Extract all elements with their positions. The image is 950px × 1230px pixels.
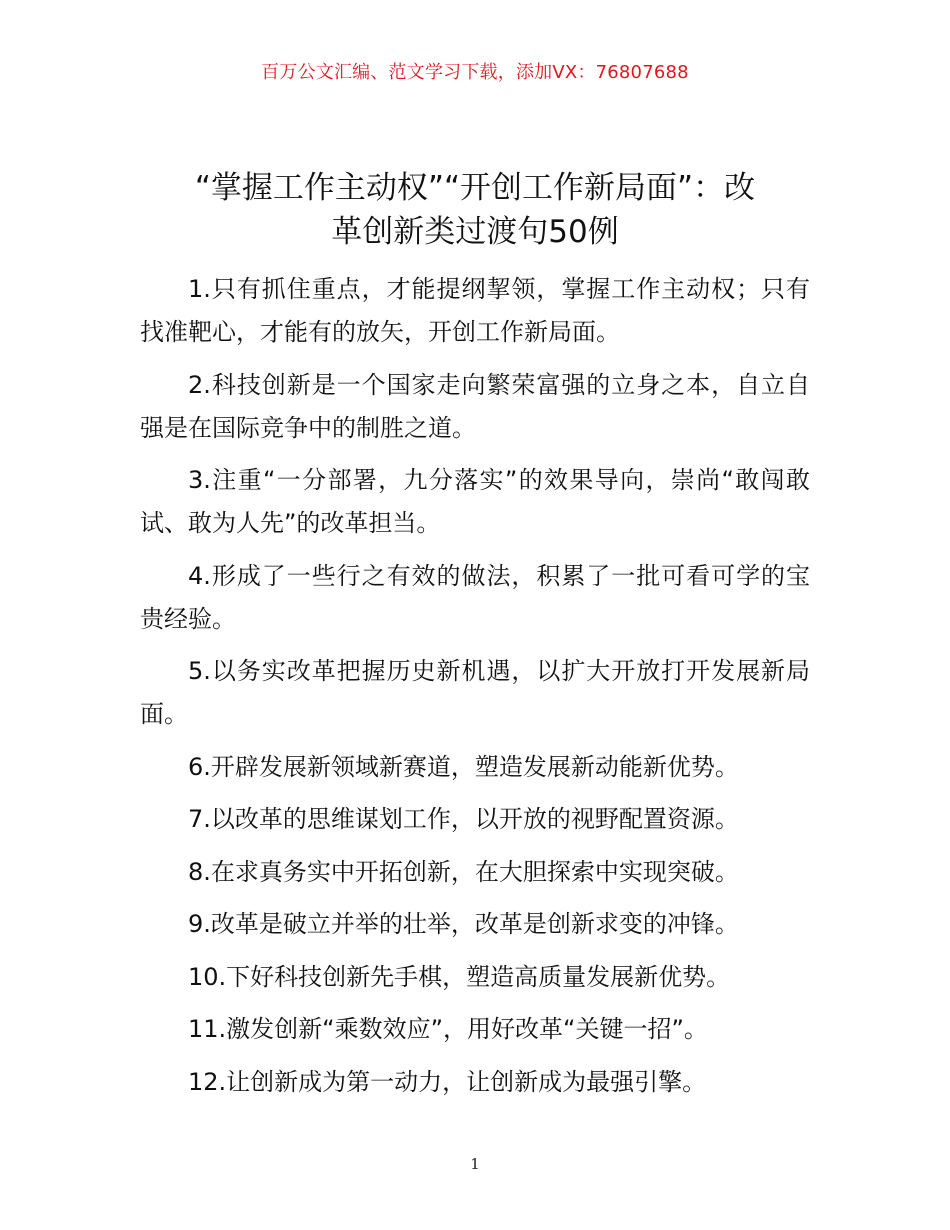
list-item: 12.让创新成为第一动力，让创新成为最强引擎。 — [188, 1067, 707, 1096]
list-item: 11.激发创新“乘数效应”，用好改革“关键一招”。 — [188, 1015, 708, 1043]
list-item: 4.形成了一些行之有效的做法，积累了一批可看可学的宝贵经验。 — [140, 561, 810, 633]
page-title — [140, 166, 810, 254]
list-item: 2.科技创新是一个国家走向繁荣富强的立身之本，自立自强是在国际竞争中的制胜之道。 — [140, 370, 810, 442]
title-line-1: “掌握工作主动权”“开创工作新局面”：改 — [194, 170, 756, 206]
list-item: 3.注重“一分部署，九分落实”的效果导向，崇尚“敢闯敢试、敢为人先”的改革担当。 — [140, 466, 810, 537]
list-item: 10.下好科技创新先手棋，塑造高质量发展新优势。 — [188, 962, 731, 991]
list-item: 1.只有抓住重点，才能提纲挈领，掌握工作主动权；只有找准靶心，才能有的放矢，开创工作新局面。 — [140, 275, 810, 346]
transition-sentence-list — [140, 268, 810, 1113]
list-item: 5.以务实改革把握历史新机遇，以扩大开放打开发展新局面。 — [140, 657, 810, 728]
list-item: 7.以改革的思维谋划工作，以开放的视野配置资源。 — [188, 805, 739, 833]
page-number: 1 — [470, 1155, 480, 1173]
list-item: 9.改革是破立并举的壮举，改革是创新求变的冲锋。 — [188, 910, 739, 938]
list-item: 6.开辟发展新领域新赛道，塑造发展新动能新优势。 — [188, 752, 739, 781]
title-line-2: 革创新类过渡句50例 — [331, 214, 619, 250]
header-download-note: 百万公文汇编、范文学习下载，添加VX：76807688 — [261, 62, 689, 83]
list-item: 8.在求真务实中开拓创新，在大胆探索中实现突破。 — [188, 857, 739, 886]
